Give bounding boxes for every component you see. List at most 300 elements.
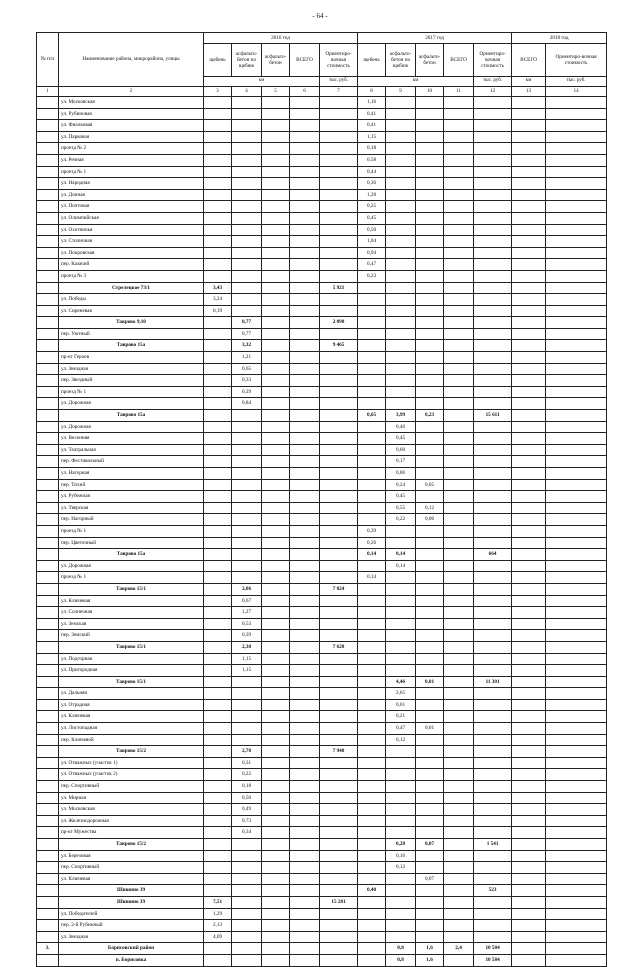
value-cell	[358, 931, 386, 943]
value-cell: 1,15	[232, 653, 262, 665]
value-cell	[416, 166, 444, 178]
value-cell	[262, 131, 290, 143]
value-cell	[474, 537, 512, 549]
header-2016-total: ВСЕГО	[290, 44, 320, 77]
value-cell	[416, 607, 444, 619]
value-cell: 0,29	[232, 386, 262, 398]
value-cell	[386, 792, 416, 804]
value-cell	[444, 839, 474, 851]
value-cell	[262, 525, 290, 537]
value-cell	[546, 131, 607, 143]
value-cell	[262, 757, 290, 769]
table-row	[37, 711, 607, 723]
value-cell	[512, 607, 546, 619]
value-cell	[386, 282, 416, 294]
value-cell	[262, 723, 290, 735]
value-cell	[204, 954, 232, 966]
value-cell	[416, 827, 444, 839]
value-cell	[386, 108, 416, 120]
value-cell: 0,50	[358, 224, 386, 236]
value-cell	[290, 421, 320, 433]
value-cell	[232, 850, 262, 862]
value-cell	[512, 340, 546, 352]
group-row	[37, 410, 607, 422]
header-2018-cost: Ориентиро-вочная стоимость	[546, 44, 607, 77]
value-cell: 1,16	[358, 97, 386, 109]
value-cell	[546, 641, 607, 653]
value-cell	[232, 154, 262, 166]
value-cell: 0,60	[386, 444, 416, 456]
row-index-cell	[37, 491, 59, 503]
value-cell	[290, 317, 320, 329]
value-cell: 0,49	[232, 804, 262, 816]
value-cell	[320, 943, 358, 955]
value-cell	[320, 143, 358, 155]
value-cell	[386, 896, 416, 908]
value-cell	[416, 131, 444, 143]
value-cell	[444, 189, 474, 201]
row-index-cell	[37, 97, 59, 109]
value-cell	[546, 363, 607, 375]
value-cell	[444, 97, 474, 109]
header-2016-gravel: щебень	[204, 44, 232, 77]
street-name-cell: Таврово 15а	[59, 549, 204, 561]
value-cell	[444, 699, 474, 711]
value-cell	[546, 120, 607, 132]
value-cell	[320, 537, 358, 549]
value-cell	[232, 468, 262, 480]
value-cell	[546, 537, 607, 549]
value-cell	[474, 850, 512, 862]
value-cell	[358, 641, 386, 653]
value-cell	[546, 189, 607, 201]
value-cell	[204, 224, 232, 236]
value-cell	[290, 97, 320, 109]
row-index-cell	[37, 757, 59, 769]
value-cell	[358, 734, 386, 746]
value-cell	[204, 444, 232, 456]
value-cell	[232, 723, 262, 735]
value-cell	[262, 166, 290, 178]
value-cell	[232, 943, 262, 955]
value-cell: 1,6	[416, 943, 444, 955]
value-cell	[358, 502, 386, 514]
value-cell: 0,06	[416, 514, 444, 526]
value-cell	[474, 618, 512, 630]
value-cell	[474, 514, 512, 526]
value-cell	[474, 143, 512, 155]
row-index-cell	[37, 908, 59, 920]
value-cell	[204, 468, 232, 480]
value-cell	[290, 154, 320, 166]
row-index-cell	[37, 792, 59, 804]
value-cell	[204, 781, 232, 793]
value-cell: 1,27	[232, 607, 262, 619]
value-cell	[204, 108, 232, 120]
value-cell	[546, 502, 607, 514]
value-cell	[444, 723, 474, 735]
value-cell	[358, 804, 386, 816]
value-cell	[386, 317, 416, 329]
value-cell	[546, 97, 607, 109]
value-cell	[474, 444, 512, 456]
district-row	[37, 943, 607, 955]
value-cell	[290, 143, 320, 155]
value-cell: 0,61	[386, 699, 416, 711]
value-cell	[512, 781, 546, 793]
street-name-cell: Таврово 15а	[59, 410, 204, 422]
value-cell	[358, 618, 386, 630]
unit-rub-2018: тыс. руб.	[546, 77, 607, 87]
value-cell	[204, 943, 232, 955]
value-cell	[232, 491, 262, 503]
value-cell	[320, 804, 358, 816]
value-cell	[416, 375, 444, 387]
value-cell	[512, 294, 546, 306]
value-cell	[320, 201, 358, 213]
value-cell	[474, 178, 512, 190]
table-row	[37, 804, 607, 816]
value-cell	[444, 444, 474, 456]
value-cell: 0,58	[358, 154, 386, 166]
value-cell	[290, 873, 320, 885]
table-row	[37, 154, 607, 166]
value-cell	[204, 433, 232, 445]
table-row	[37, 178, 607, 190]
value-cell	[474, 120, 512, 132]
street-name-cell: Таврово 15/1	[59, 676, 204, 688]
value-cell	[512, 433, 546, 445]
column-number: 4	[232, 87, 262, 97]
value-cell	[204, 862, 232, 874]
value-cell	[358, 305, 386, 317]
street-name-cell: ул. Березовая	[59, 850, 204, 862]
value-cell	[512, 711, 546, 723]
value-cell	[386, 781, 416, 793]
value-cell	[474, 166, 512, 178]
value-cell	[320, 328, 358, 340]
value-cell	[546, 212, 607, 224]
value-cell	[512, 247, 546, 259]
value-cell: 2,30	[232, 641, 262, 653]
table-row	[37, 699, 607, 711]
value-cell	[386, 885, 416, 897]
value-cell	[204, 456, 232, 468]
value-cell: 2,78	[232, 746, 262, 758]
value-cell	[546, 630, 607, 642]
value-cell	[512, 305, 546, 317]
value-cell	[546, 166, 607, 178]
table-row	[37, 328, 607, 340]
value-cell	[546, 850, 607, 862]
value-cell	[262, 120, 290, 132]
table-row	[37, 201, 607, 213]
value-cell	[416, 143, 444, 155]
value-cell	[386, 201, 416, 213]
value-cell	[474, 236, 512, 248]
table-row	[37, 931, 607, 943]
value-cell	[232, 920, 262, 932]
value-cell	[320, 189, 358, 201]
row-index-cell	[37, 259, 59, 271]
row-index-cell	[37, 270, 59, 282]
value-cell	[512, 178, 546, 190]
value-cell	[512, 479, 546, 491]
row-index-cell	[37, 410, 59, 422]
value-cell	[262, 804, 290, 816]
value-cell	[290, 305, 320, 317]
value-cell	[320, 595, 358, 607]
value-cell	[546, 456, 607, 468]
value-cell	[512, 804, 546, 816]
value-cell	[512, 572, 546, 584]
value-cell: 0,53	[232, 618, 262, 630]
value-cell	[546, 839, 607, 851]
row-index-cell	[37, 537, 59, 549]
value-cell	[386, 630, 416, 642]
value-cell	[290, 270, 320, 282]
column-number: 6	[290, 87, 320, 97]
value-cell	[386, 525, 416, 537]
street-name-cell: ул. Московская	[59, 804, 204, 816]
value-cell	[444, 143, 474, 155]
unit-km-2018: км	[512, 77, 546, 87]
value-cell	[416, 120, 444, 132]
table-row	[37, 143, 607, 155]
value-cell	[262, 711, 290, 723]
value-cell	[474, 769, 512, 781]
table-row	[37, 873, 607, 885]
value-cell: 4,46	[386, 676, 416, 688]
street-name-cell: ул. Донная	[59, 189, 204, 201]
value-cell	[320, 386, 358, 398]
value-cell: 0,05	[416, 479, 444, 491]
value-cell	[204, 873, 232, 885]
value-cell	[232, 108, 262, 120]
value-cell: 0,41	[358, 108, 386, 120]
value-cell	[232, 502, 262, 514]
value-cell	[204, 723, 232, 735]
value-cell	[416, 386, 444, 398]
value-cell	[320, 839, 358, 851]
value-cell	[262, 398, 290, 410]
value-cell	[546, 896, 607, 908]
value-cell	[320, 827, 358, 839]
value-cell	[546, 607, 607, 619]
value-cell	[512, 317, 546, 329]
value-cell	[358, 433, 386, 445]
value-cell	[512, 514, 546, 526]
group-row	[37, 282, 607, 294]
value-cell	[546, 479, 607, 491]
value-cell	[290, 120, 320, 132]
value-cell: 0,07	[416, 839, 444, 851]
value-cell	[204, 189, 232, 201]
header-2017-cost: Ориентиро-вочная стоимость	[474, 44, 512, 77]
value-cell	[512, 525, 546, 537]
value-cell	[474, 699, 512, 711]
value-cell	[290, 560, 320, 572]
value-cell	[262, 433, 290, 445]
street-name-cell: ул. Ключевая	[59, 711, 204, 723]
value-cell	[204, 491, 232, 503]
value-cell	[546, 873, 607, 885]
value-cell	[262, 212, 290, 224]
value-cell	[546, 178, 607, 190]
value-cell	[290, 352, 320, 364]
column-number: 10	[416, 87, 444, 97]
value-cell	[386, 294, 416, 306]
value-cell	[262, 885, 290, 897]
value-cell	[474, 398, 512, 410]
row-index-cell	[37, 201, 59, 213]
value-cell	[512, 792, 546, 804]
value-cell	[232, 294, 262, 306]
table-row	[37, 514, 607, 526]
group-row	[37, 839, 607, 851]
value-cell	[262, 386, 290, 398]
value-cell: 15 611	[474, 410, 512, 422]
value-cell	[386, 375, 416, 387]
value-cell	[474, 479, 512, 491]
value-cell	[416, 618, 444, 630]
street-name-cell: ул. Нагорная	[59, 468, 204, 480]
value-cell: 0,12	[416, 502, 444, 514]
value-cell: 2,4	[444, 943, 474, 955]
table-row	[37, 259, 607, 271]
value-cell	[262, 873, 290, 885]
road-repair-table	[36, 32, 607, 967]
value-cell	[474, 723, 512, 735]
value-cell	[474, 908, 512, 920]
value-cell: 10 584	[474, 954, 512, 966]
value-cell	[444, 595, 474, 607]
value-cell	[290, 282, 320, 294]
value-cell	[358, 943, 386, 955]
value-cell	[290, 688, 320, 700]
value-cell	[444, 804, 474, 816]
value-cell	[546, 525, 607, 537]
value-cell	[358, 746, 386, 758]
value-cell	[546, 699, 607, 711]
table-row	[37, 502, 607, 514]
value-cell	[444, 537, 474, 549]
unit-km-2017: км	[358, 77, 474, 87]
value-cell: 15 281	[320, 896, 358, 908]
value-cell	[262, 444, 290, 456]
street-name-cell: ул. Олимпийская	[59, 212, 204, 224]
street-name-cell: ул. Почтовая	[59, 201, 204, 213]
row-index-cell	[37, 746, 59, 758]
value-cell	[444, 468, 474, 480]
value-cell	[358, 607, 386, 619]
table-row	[37, 850, 607, 862]
value-cell	[512, 224, 546, 236]
value-cell	[546, 688, 607, 700]
value-cell	[204, 340, 232, 352]
table-row	[37, 653, 607, 665]
table-row	[37, 97, 607, 109]
value-cell	[358, 723, 386, 735]
value-cell	[232, 444, 262, 456]
street-name-cell: пер. Тихий	[59, 479, 204, 491]
table-row	[37, 108, 607, 120]
value-cell	[232, 688, 262, 700]
street-name-cell: Таврово 15/2	[59, 839, 204, 851]
street-name-cell: Шишино 39	[59, 885, 204, 897]
value-cell	[444, 410, 474, 422]
value-cell	[512, 444, 546, 456]
row-index-cell	[37, 525, 59, 537]
row-index-cell	[37, 433, 59, 445]
value-cell: 0,86	[386, 468, 416, 480]
table-row	[37, 386, 607, 398]
value-cell	[320, 502, 358, 514]
value-cell: 0,39	[232, 630, 262, 642]
value-cell: 3,32	[232, 340, 262, 352]
value-cell: 0,67	[232, 595, 262, 607]
value-cell	[232, 247, 262, 259]
row-index-cell	[37, 375, 59, 387]
value-cell	[262, 143, 290, 155]
street-name-cell: ул. Рубиновая	[59, 108, 204, 120]
value-cell	[290, 433, 320, 445]
value-cell	[512, 873, 546, 885]
value-cell	[320, 560, 358, 572]
value-cell	[290, 166, 320, 178]
value-cell	[320, 224, 358, 236]
table-row	[37, 572, 607, 584]
value-cell	[416, 491, 444, 503]
value-cell	[204, 688, 232, 700]
value-cell	[290, 827, 320, 839]
value-cell	[262, 224, 290, 236]
value-cell	[232, 908, 262, 920]
value-cell: 1,29	[204, 908, 232, 920]
value-cell	[512, 723, 546, 735]
value-cell	[232, 711, 262, 723]
value-cell	[262, 363, 290, 375]
value-cell	[232, 97, 262, 109]
value-cell	[358, 421, 386, 433]
row-index-cell	[37, 143, 59, 155]
value-cell	[262, 781, 290, 793]
value-cell	[546, 618, 607, 630]
row-index-cell	[37, 607, 59, 619]
value-cell	[386, 583, 416, 595]
value-cell	[474, 352, 512, 364]
value-cell	[290, 259, 320, 271]
value-cell	[290, 676, 320, 688]
value-cell: 0,45	[358, 212, 386, 224]
value-cell	[358, 340, 386, 352]
value-cell	[386, 259, 416, 271]
value-cell: 0,47	[358, 259, 386, 271]
value-cell	[320, 131, 358, 143]
header-name: Наименование района, микрорайона, улицы	[59, 33, 204, 87]
value-cell	[320, 433, 358, 445]
value-cell	[474, 746, 512, 758]
value-cell	[358, 792, 386, 804]
value-cell: 0,39	[358, 525, 386, 537]
value-cell	[262, 479, 290, 491]
value-cell	[512, 618, 546, 630]
value-cell	[386, 154, 416, 166]
value-cell	[444, 827, 474, 839]
value-cell	[546, 282, 607, 294]
value-cell	[416, 328, 444, 340]
value-cell	[204, 746, 232, 758]
